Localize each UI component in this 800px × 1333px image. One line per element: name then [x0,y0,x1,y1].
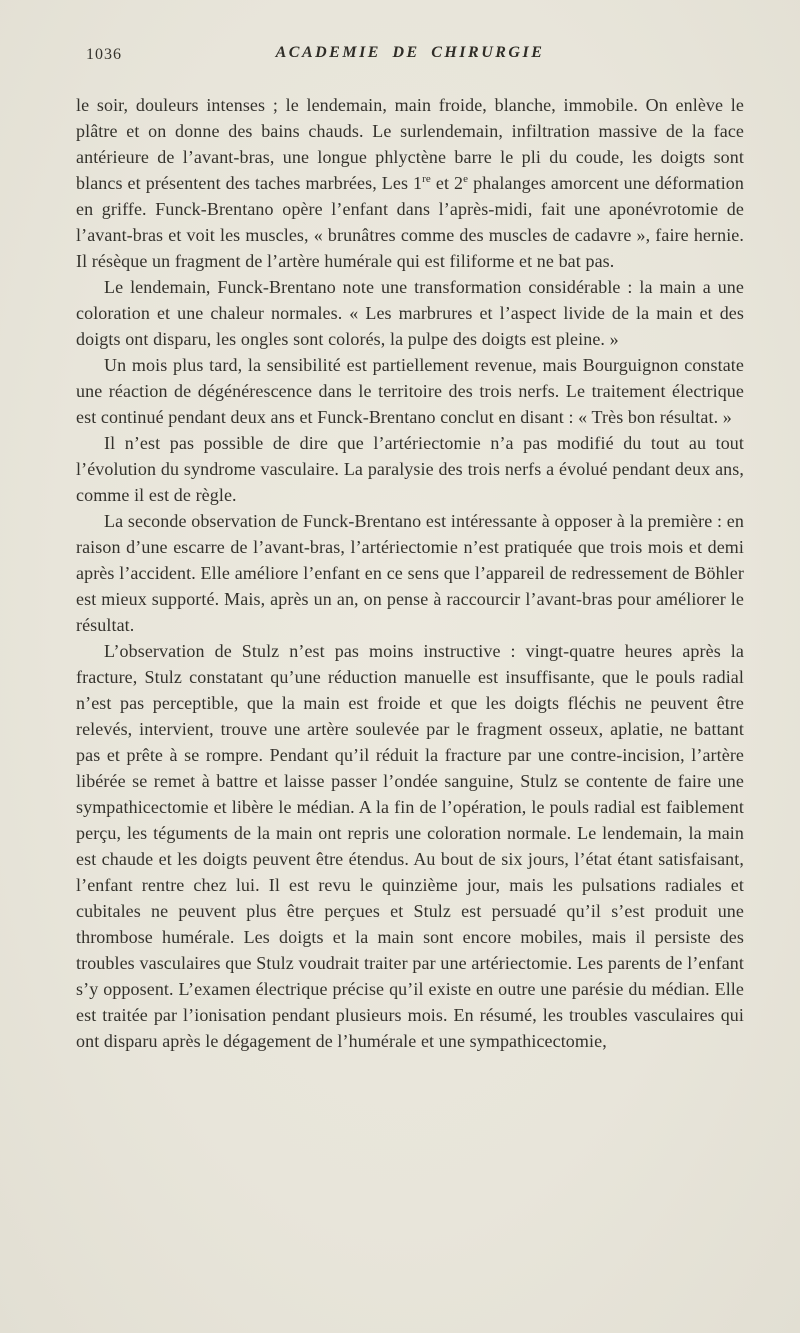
paragraph: L’observation de Stulz n’est pas moins instructive : vingt-quatre heures après la fracture, Stulz constatant qu’une réduction manuelle est insuffisante, que le pouls radial n’est pas perceptible, que la main est froide et que les doigts fléchis ne peuvent être relevés, intervient, trouve une artère soulevée par le fragment osseux, aplatie, ne battant pas et prête à se rompre. Pendant qu’il réduit la fracture par une contre-incision, l’artère libérée se remet à battre et laisse passer l’ondée sanguine, Stulz se contente de faire une sympathicectomie et libère le médian. A la fin de l’opération, le pouls radial est faiblement perçu, les téguments de la main ont repris une coloration normale. Le lendemain, la main est chaude et les doigts peuvent être étendus. Au bout de six jours, l’état étant satisfaisant, l’enfant rentre chez lui. Il est revu le quinzième jour, mais les pulsations radiales et cubitales ne peuvent plus être perçues et Stulz est persuadé qu’il s’est produit une thrombose humérale. Les doigts et la main sont encore mobiles, mais il persiste des troubles vasculaires que Stulz voudrait traiter par une artériectomie. Les parents de l’enfant s’y opposent. L’examen électrique précise qu’il existe en outre une parésie du médian. Elle est traitée par l’ionisation pendant plusieurs mois. En résumé, les troubles vasculaires qui ont disparu après le dégagement de l’humérale et une sympathicectomie, [76,641,744,1051]
paragraph-text: phalanges amorcent une déformation en griffe. Funck-Brentano opère l’enfant dans l’après-midi, fait une aponévrotomie de l’avant-bras et voit les muscles, « brunâtres comme des muscles de cadavre », faire hernie. Il résèque un fragment de l’artère humérale qui est filiforme et ne bat pas. [76,173,744,271]
paragraph: La seconde observation de Funck-Brentano est intéressante à opposer à la première : en raison d’une escarre de l’avant-bras, l’artériectomie n’est pratiquée que trois mois et demi après l’accident. Elle améliore l’enfant en ce sens que l’appareil de redressement de Böhler est mieux supporté. Mais, après un an, on pense à raccourcir l’avant-bras pour améliorer le résultat. [76,511,744,635]
paragraph: Un mois plus tard, la sensibilité est partiellement revenue, mais Bourguignon constate une réaction de dégénérescence dans le territoire des trois nerfs. Le traitement électrique est continué pendant deux ans et Funck-Brentano conclut en disant : « Très bon résultat. » [76,355,744,427]
ordinal-superscript: re [422,173,431,185]
paragraph-text: le soir, douleurs intenses ; le lendemain, main froide, blanche, immobile. On enlève le plâtre et on donne des bains chauds. Le surlendemain, infiltration massive de la face antérieure de l’avant-bras, une longue phlyctène barre le pli du coude, les doigts sont blancs et présentent des taches marbrées, Les 1 [76,95,744,193]
paragraph-text: et 2 [430,173,464,193]
page-header [76,44,744,68]
running-title: ACADEMIE DE CHIRURGIE [275,44,545,61]
paragraph-continuation [76,92,744,274]
ordinal-superscript: e [463,173,469,185]
paragraph: Le lendemain, Funck-Brentano note une transformation considérable : la main a une coloration et une chaleur normales. « Les marbrures et l’aspect livide de la main et des doigts ont disparu, les ongles sont colorés, la pulpe des doigts est pleine. » [76,277,744,349]
page-number: 1036 [86,46,122,63]
page-text [76,92,744,1054]
paragraph: Il n’est pas possible de dire que l’artériectomie n’a pas modifié du tout au tout l’évolution du syndrome vasculaire. La paralysie des trois nerfs a évolué pendant deux ans, comme il est de règle. [76,433,744,505]
